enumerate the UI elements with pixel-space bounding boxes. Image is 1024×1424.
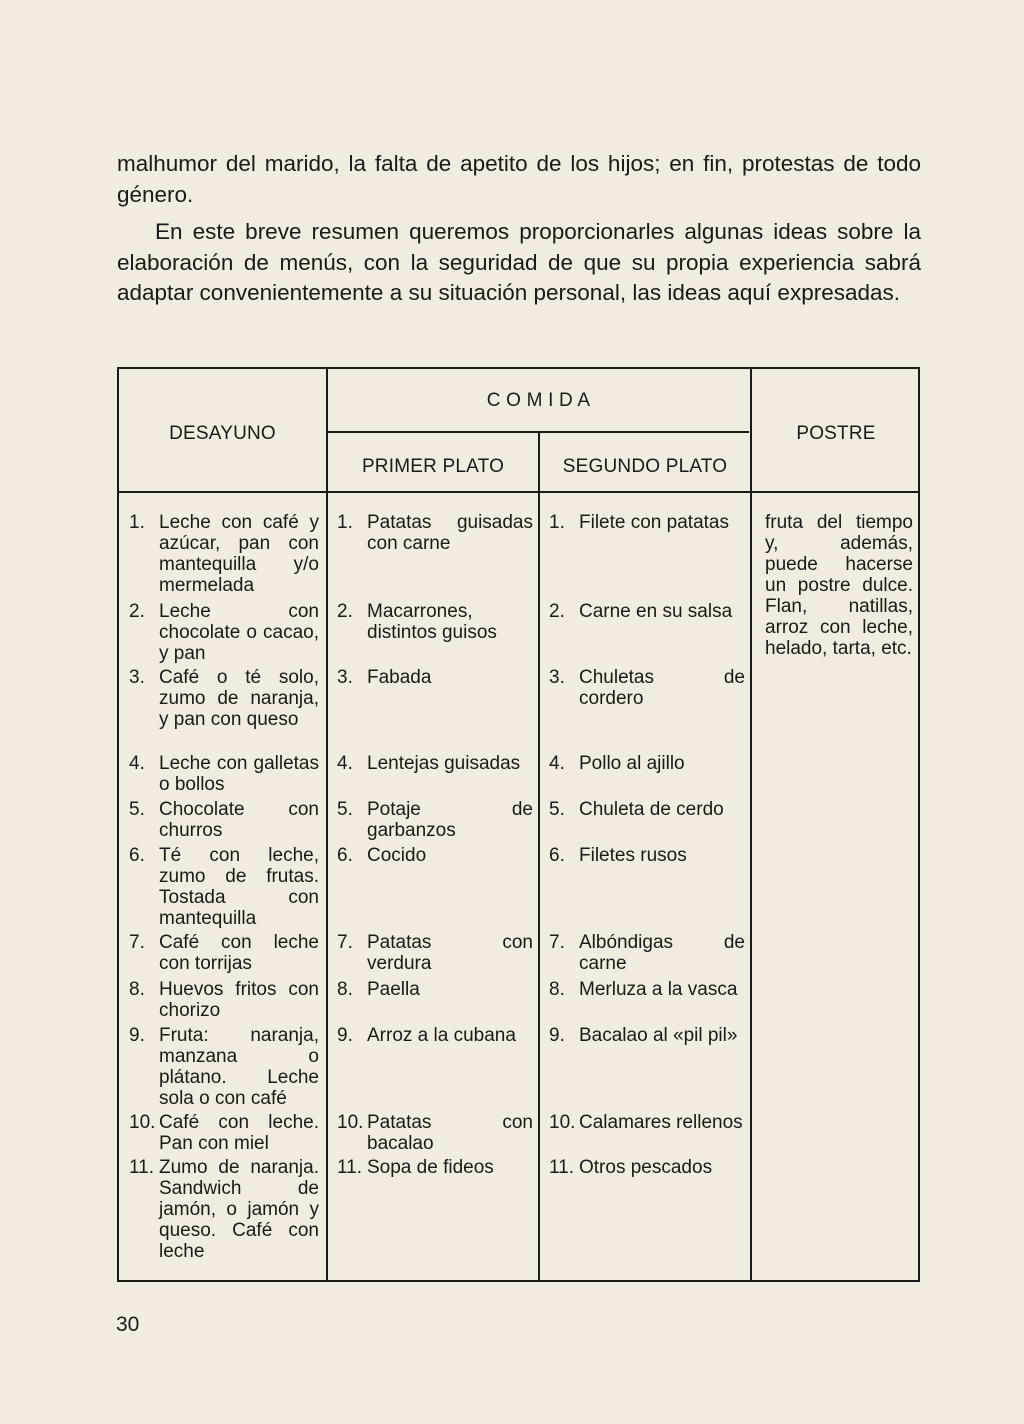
item-text: Filete con patatas <box>579 512 729 533</box>
item-text: Bacalao al «pil pil» <box>579 1025 738 1046</box>
item-number: 9. <box>129 1025 145 1046</box>
item-number: 1. <box>129 512 145 533</box>
item-number: 8. <box>129 979 145 1000</box>
primer-item <box>337 1112 533 1154</box>
segundo-item <box>549 1112 745 1133</box>
item-text: Patatas guisadas con carne <box>367 512 533 554</box>
header-postre: POSTRE <box>796 423 876 444</box>
desayuno-item <box>129 1112 319 1154</box>
item-number: 11. <box>337 1157 363 1178</box>
item-number: 6. <box>337 845 353 866</box>
item-number: 3. <box>549 667 565 688</box>
item-number: 2. <box>549 601 565 622</box>
item-number: 10. <box>129 1112 156 1133</box>
primer-item <box>337 979 533 1000</box>
item-number: 11. <box>549 1157 575 1178</box>
item-text: Café con leche. Pan con miel <box>159 1112 319 1154</box>
primer-item <box>337 1157 533 1178</box>
desayuno-item <box>129 601 319 664</box>
primer-item <box>337 845 533 866</box>
item-number: 11. <box>129 1157 155 1178</box>
desayuno-item <box>129 799 319 841</box>
column-divider <box>326 369 328 1280</box>
item-text: Albóndigas de carne <box>579 932 745 974</box>
item-number: 5. <box>129 799 145 820</box>
segundo-item <box>549 799 745 820</box>
item-number: 7. <box>549 932 565 953</box>
item-number: 6. <box>549 845 565 866</box>
primer-item <box>337 512 533 554</box>
item-number: 7. <box>129 932 145 953</box>
item-number: 10. <box>337 1112 364 1133</box>
item-number: 8. <box>549 979 565 1000</box>
item-text: Macarrones, distintos guisos <box>367 601 497 643</box>
item-number: 1. <box>337 512 353 533</box>
item-text: Leche con café y azúcar, pan con mantequilla y/o mermelada <box>159 512 319 596</box>
item-number: 8. <box>337 979 353 1000</box>
column-divider <box>750 369 752 1280</box>
segundo-item <box>549 512 745 533</box>
header-segundo-plato: SEGUNDO PLATO <box>562 456 728 477</box>
primer-item <box>337 1025 533 1046</box>
header-comida: C O M I D A <box>486 390 591 411</box>
item-number: 6. <box>129 845 145 866</box>
item-number: 4. <box>337 753 353 774</box>
column-divider <box>538 433 540 1280</box>
item-text: Fabada <box>367 667 432 688</box>
item-number: 1. <box>549 512 565 533</box>
postre-text: fruta del tiempo y, además, puede hacerse un postre dulce. Flan, natillas, arroz con leche, helado, tarta, etc. <box>765 512 913 659</box>
paragraph-intro: malhumor del marido, la falta de apetito de los hijos; en fin, protestas de todo género. <box>117 151 921 207</box>
item-text: Café con leche con torrijas <box>159 932 319 974</box>
item-text: Sopa de fideos <box>367 1157 494 1178</box>
item-number: 7. <box>337 932 353 953</box>
item-text: Chuletas de cordero <box>579 667 745 709</box>
item-text: Leche con chocolate o cacao, y pan <box>159 601 319 664</box>
primer-item <box>337 601 533 643</box>
segundo-item <box>549 1025 745 1046</box>
segundo-item <box>549 753 745 774</box>
desayuno-item <box>129 1025 319 1109</box>
item-text: Café o té solo, zumo de naranja, y pan con queso <box>159 667 319 730</box>
item-text: Patatas con verdura <box>367 932 533 974</box>
item-text: Leche con galletas o bollos <box>159 753 319 795</box>
item-text: Filetes rusos <box>579 845 687 866</box>
item-text: Fruta: naranja, manzana o plátano. Leche sola o con café <box>159 1025 319 1109</box>
item-text: Té con leche, zumo de frutas. Tostada con mantequilla <box>159 845 319 929</box>
segundo-item <box>549 932 745 974</box>
item-text: Chuleta de cerdo <box>579 799 724 820</box>
header-desayuno: DESAYUNO <box>169 423 276 444</box>
segundo-item <box>549 979 745 1000</box>
item-text: Huevos fritos con chorizo <box>159 979 319 1021</box>
segundo-item <box>549 601 745 622</box>
menu-table <box>117 367 920 1282</box>
desayuno-item <box>129 845 319 929</box>
item-number: 2. <box>337 601 353 622</box>
desayuno-item <box>129 932 319 974</box>
segundo-item <box>549 667 745 709</box>
item-text: Potaje de garbanzos <box>367 799 533 841</box>
desayuno-item <box>129 1157 319 1262</box>
primer-item <box>337 932 533 974</box>
item-number: 4. <box>549 753 565 774</box>
item-number: 4. <box>129 753 145 774</box>
item-text: Lentejas guisadas <box>367 753 521 774</box>
segundo-item <box>549 1157 745 1178</box>
item-number: 9. <box>549 1025 565 1046</box>
item-text: Chocolate con churros <box>159 799 319 841</box>
primer-item <box>337 799 533 841</box>
item-text: Otros pescados <box>579 1157 713 1178</box>
item-number: 5. <box>337 799 353 820</box>
item-number: 5. <box>549 799 565 820</box>
item-number: 9. <box>337 1025 353 1046</box>
item-text: Pollo al ajillo <box>579 753 685 774</box>
item-number: 3. <box>337 667 353 688</box>
primer-item <box>337 753 533 774</box>
page-number: 30 <box>116 1313 140 1336</box>
segundo-item <box>549 845 745 866</box>
item-text: Cocido <box>367 845 427 866</box>
item-number: 3. <box>129 667 145 688</box>
desayuno-item <box>129 979 319 1021</box>
primer-item <box>337 667 533 688</box>
item-text: Arroz a la cubana <box>367 1025 516 1046</box>
item-number: 10. <box>549 1112 576 1133</box>
item-text: Zumo de naranja. Sandwich de jamón, o jamón y queso. Café con leche <box>159 1157 319 1262</box>
header-primer-plato: PRIMER PLATO <box>361 456 505 477</box>
header-divider <box>119 491 918 493</box>
paragraph-summary: En este breve resumen queremos proporcionarles algunas ideas sobre la elaboración de menús, con la seguridad de que su propia experiencia sabrá adaptar convenientemente a su situación personal, las ideas aquí expresadas. <box>117 219 921 305</box>
item-text: Calamares rellenos <box>579 1112 743 1133</box>
comida-divider <box>328 431 749 433</box>
item-text: Patatas con bacalao <box>367 1112 533 1154</box>
item-text: Carne en su salsa <box>579 601 733 622</box>
desayuno-item <box>129 667 319 730</box>
desayuno-item <box>129 512 319 596</box>
item-number: 2. <box>129 601 145 622</box>
desayuno-item <box>129 753 319 795</box>
item-text: Paella <box>367 979 420 1000</box>
item-text: Merluza a la vasca <box>579 979 738 1000</box>
